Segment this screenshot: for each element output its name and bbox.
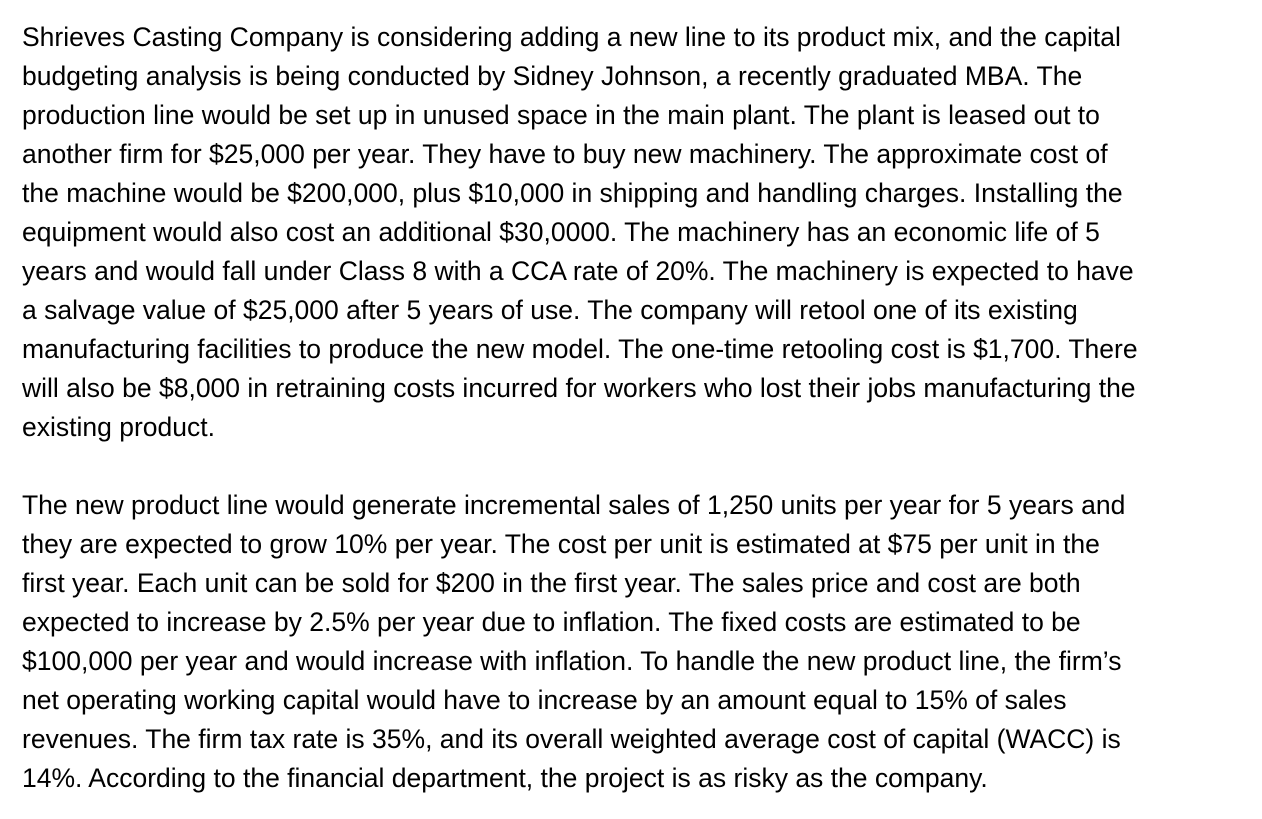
paragraph-spacer	[22, 447, 1248, 486]
text-line: first year. Each unit can be sold for $200 in the first year. The sales price and cost are both	[22, 568, 1081, 598]
text-line: net operating working capital would have to increase by an amount equal to 15% of sales	[22, 685, 1067, 715]
text-line: existing product.	[22, 412, 215, 442]
text-line: another firm for $25,000 per year. They have to buy new machinery. The approximate cost of	[22, 139, 1108, 169]
text-line: they are expected to grow 10% per year. The cost per unit is estimated at $75 per unit in the	[22, 529, 1100, 559]
text-line: manufacturing facilities to produce the new model. The one-time retooling cost is $1,700. There	[22, 334, 1138, 364]
text-line: budgeting analysis is being conducted by Sidney Johnson, a recently graduated MBA. The	[22, 61, 1083, 91]
paragraph-sales-and-costs	[22, 486, 1248, 798]
text-line: The new product line would generate incremental sales of 1,250 units per year for 5 years and	[22, 490, 1126, 520]
text-line: a salvage value of $25,000 after 5 years of use. The company will retool one of its existing	[22, 295, 1078, 325]
text-line: Shrieves Casting Company is considering adding a new line to its product mix, and the capital	[22, 22, 1121, 52]
text-line: 14%. According to the financial department, the project is as risky as the company.	[22, 763, 988, 793]
text-line: years and would fall under Class 8 with a CCA rate of 20%. The machinery is expected to have	[22, 256, 1134, 286]
text-line: equipment would also cost an additional $30,0000. The machinery has an economic life of 5	[22, 217, 1100, 247]
text-line: revenues. The firm tax rate is 35%, and its overall weighted average cost of capital (WACC) is	[22, 724, 1121, 754]
text-line: $100,000 per year and would increase with inflation. To handle the new product line, the firm’s	[22, 646, 1122, 676]
text-line: the machine would be $200,000, plus $10,000 in shipping and handling charges. Installing the	[22, 178, 1123, 208]
text-line: expected to increase by 2.5% per year due to inflation. The fixed costs are estimated to be	[22, 607, 1081, 637]
text-line: will also be $8,000 in retraining costs incurred for workers who lost their jobs manufacturing the	[22, 373, 1136, 403]
paragraph-project-setup	[22, 18, 1248, 447]
text-line: production line would be set up in unused space in the main plant. The plant is leased out to	[22, 100, 1100, 130]
